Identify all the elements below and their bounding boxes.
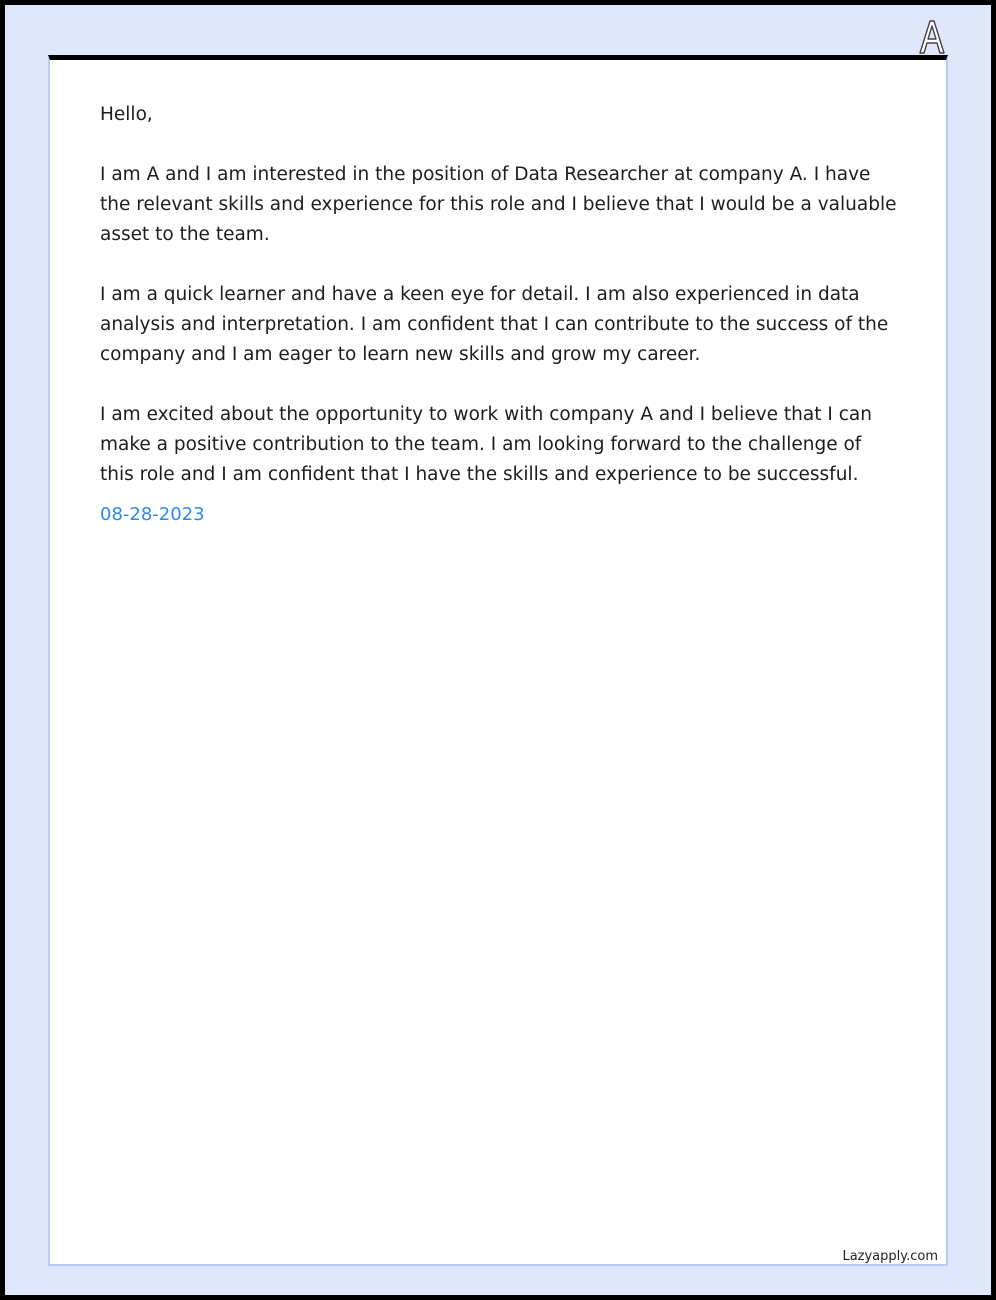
cover-letter-card <box>48 55 948 1266</box>
paragraph-3: I am excited about the opportunity to work with company A and I believe that I can make a positive contribution to the team. I am looking forward to the challenge of this role and I am confident that I have the skills and experience to be successful. <box>100 404 872 485</box>
letter-date: 08-28-2023 <box>100 504 205 525</box>
brand-footer: Lazyapply.com <box>842 1249 938 1264</box>
greeting: Hello, <box>100 104 153 125</box>
paragraph-1: I am A and I am interested in the position of Data Researcher at company A. I have the relevant skills and experience for this role and I believe that I would be a valuable asset to the team. <box>100 164 897 245</box>
letter-body <box>100 100 900 530</box>
logo-a-icon <box>917 17 947 57</box>
paragraph-2: I am a quick learner and have a keen eye for detail. I am also experienced in data analysis and interpretation. I am confident that I can contribute to the success of the company and I am eager to learn new skills and grow my career. <box>100 284 889 365</box>
